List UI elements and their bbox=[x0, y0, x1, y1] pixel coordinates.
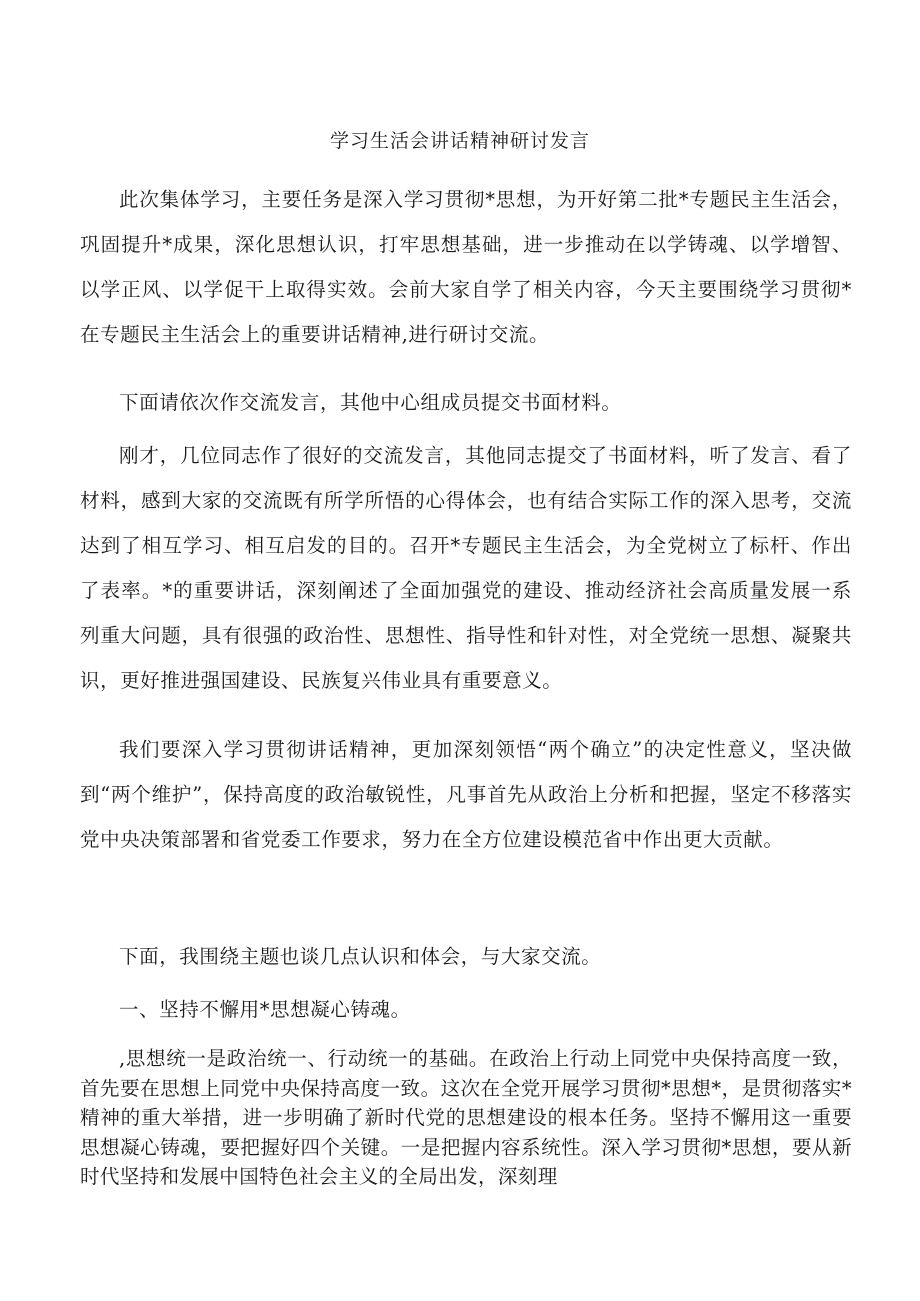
document-title: 学习生活会讲话精神研讨发言 bbox=[329, 130, 590, 152]
section-heading-1: 一、坚持不懈用*思想凝心铸魂。 bbox=[119, 998, 411, 1021]
paragraph-summary: 刚才，几位同志作了很好的交流发言，其他同志提交了书面材料，听了发言、看了材料，感到大家的交流既有所学所悟的心得体会，也有结合实际工作的深入思考，交流达到了相互学习、相互启发的目的。召开*专题民主生活会，为全党树立了标杆、作出了表率。*的重要讲话，深刻阐述了全面加强党的建设、推动经济社会高质量发展一系列重大问题，具有很强的政治性、思想性、指导性和针对性，对全党统一思想、凝聚共识，更好推进强国建设、民族复兴伟业具有重要意义。 bbox=[80, 444, 852, 692]
paragraph-speaking-order: 下面请依次作交流发言，其他中心组成员提交书面材料。 bbox=[119, 391, 622, 414]
paragraph-section-1-body: ,思想统一是政治统一、行动统一的基础。在政治上行动上同党中央保持高度一致，首先要在思想上同党中央保持高度一致。这次在全党开展学习贯彻*思想*，是贯彻落实*精神的重大举措，进一步明确了新时代党的思想建设的根本任务。坚持不懈用这一重要思想凝心铸魂，要把握好四个关键。一是把握内容系统性。深入学习贯彻*思想，要从新时代坚持和发展中国特色社会主义的全局出发，深刻理 bbox=[80, 1047, 852, 1188]
paragraph-requirements: 我们要深入学习贯彻讲话精神，更加深刻领悟“两个确立”的决定性意义，坚决做到“两个维护”，保持高度的政治敏锐性，凡事首先从政治上分析和把握，坚定不移落实党中央决策部署和省党委工作要求，努力在全方位建设模范省中作出更大贡献。 bbox=[80, 738, 852, 851]
paragraph-intro: 此次集体学习，主要任务是深入学习贯彻*思想，为开好第二批*专题民主生活会，巩固提升*成果，深化思想认识，打牢思想基础，进一步推动在以学铸魂、以学增智、以学正风、以学促干上取得实效。会前大家自学了相关内容，今天主要围绕学习贯彻*在专题民主生活会上的重要讲话精神,进行研讨交流。 bbox=[80, 188, 852, 346]
paragraph-transition: 下面，我围绕主题也谈几点认识和体会，与大家交流。 bbox=[119, 945, 602, 968]
